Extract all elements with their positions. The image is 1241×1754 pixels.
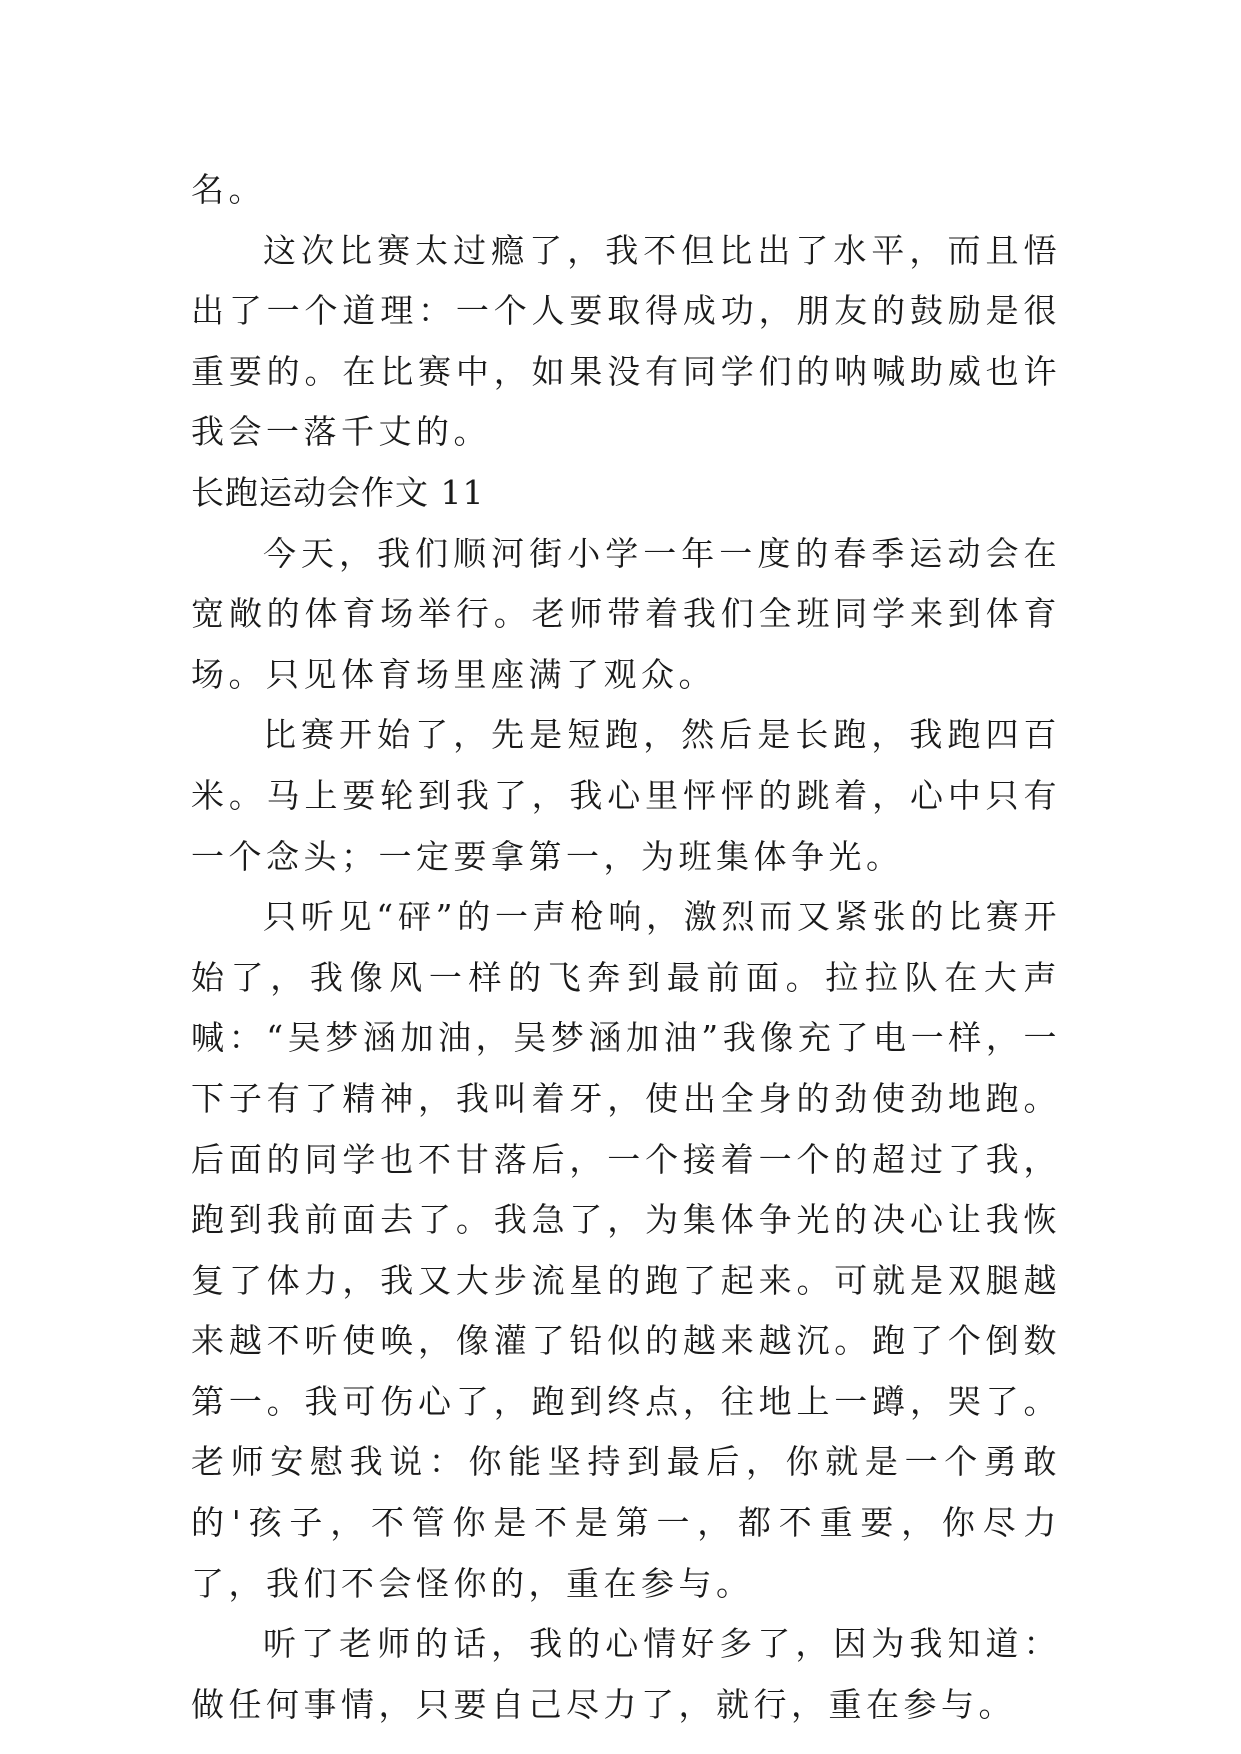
paragraph-body: 只听见“砰”的一声枪响，激烈而又紧张的比赛开始了，我像风一样的飞奔到最前面。拉拉队在大声喊：“吴梦涵加油，吴梦涵加油”我像充了电一样，一下子有了精神，我叫着牙，使出全身的劲使劲地跑。后面的同学也不甘落后，一个接着一个的超过了我，跑到我前面去了。我急了，为集体争光的决心让我恢复了体力，我又大步流星的跑了起来。可就是双腿越来越不听使唤，像灌了铅似的越来越沉。跑了个倒数第一。我可伤心了，跑到终点，往地上一蹲，哭了。老师安慰我说：你能坚持到最后，你就是一个勇敢的'孩子，不管你是不是第一，都不重要，你尽力了，我们不会怪你的，重在参与。: [191, 897, 1061, 1603]
essay-heading: 长跑运动会作文 11: [191, 472, 485, 512]
paragraph-continuation: 名。: [191, 170, 266, 209]
paragraph-body: 比赛开始了，先是短跑，然后是长跑，我跑四百米。马上要轮到我了，我心里怦怦的跳着，心中只有一个念头；一定要拿第一，为班集体争光。: [191, 715, 1061, 876]
paragraph-body: 听了老师的话，我的心情好多了，因为我知道：做任何事情，只要自己尽力了，就行，重在参与。: [191, 1624, 1061, 1724]
essay-text: [191, 160, 1061, 1735]
paragraph-body: 这次比赛太过瘾了，我不但比出了水平，而且悟出了一个道理：一个人要取得成功，朋友的鼓励是很重要的。在比赛中，如果没有同学们的呐喊助威也许我会一落千丈的。: [191, 230, 1061, 452]
paragraph-body: 今天，我们顺河街小学一年一度的春季运动会在宽敞的体育场举行。老师带着我们全班同学来到体育场。只见体育场里座满了观众。: [191, 533, 1061, 694]
